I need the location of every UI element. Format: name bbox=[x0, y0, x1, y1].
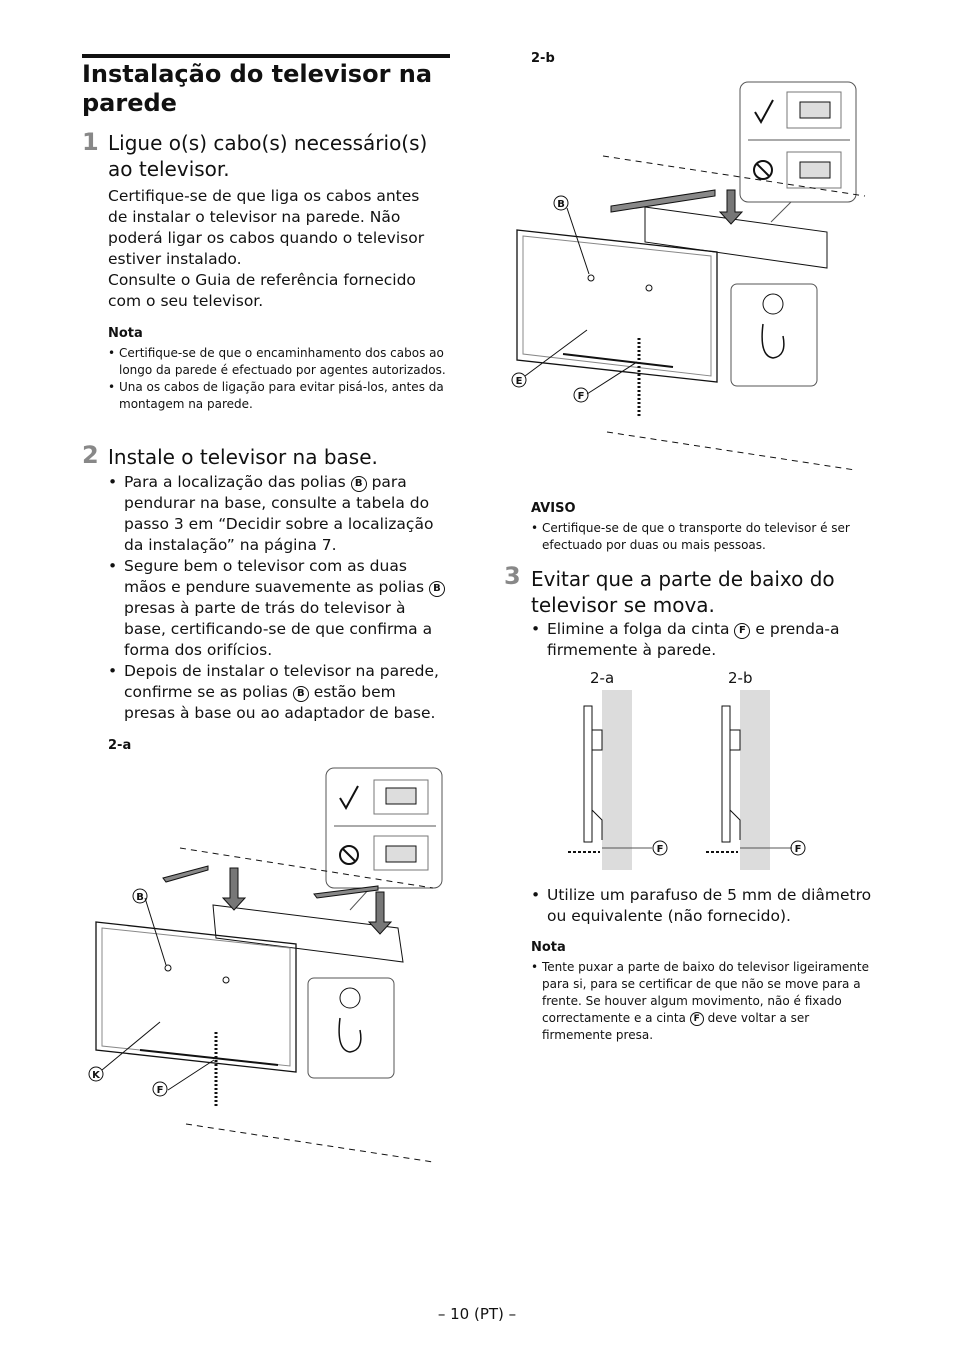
step-1-note-item: • Una os cabos de ligação para evitar pisá-los, antes da montagem na parede. bbox=[108, 379, 453, 413]
page-number: – 10 (PT) – bbox=[437, 1305, 517, 1323]
step-2-bullet bbox=[108, 661, 448, 724]
label-f-callout: F bbox=[690, 1012, 704, 1026]
side-view-label-f: F bbox=[794, 844, 802, 855]
step-1-note-list bbox=[108, 345, 453, 413]
label-b-callout: B bbox=[351, 476, 367, 492]
side-view-illustrations bbox=[560, 690, 820, 870]
step-2-list bbox=[108, 472, 448, 724]
step-1-body-line: de instalar o televisor na parede. Não bbox=[108, 208, 401, 226]
step-1-number: 1 bbox=[82, 128, 99, 156]
step-2-bullet-text: Segure bem o televisor com as duas mãos e pendure suavemente as polias bbox=[124, 557, 425, 596]
step-1-body-line: estiver instalado. bbox=[108, 250, 242, 268]
step-3-note-item bbox=[531, 959, 871, 1044]
step-3-note-text: Tente puxar a parte de baixo do televisor ligeiramente para si, para se certificar de que não se move para a frente. Se houver algum movimento, não é fixado correctamente e a cinta bbox=[542, 960, 869, 1025]
figure-2a-illustration bbox=[88, 760, 458, 1170]
label-b-callout: B bbox=[293, 686, 309, 702]
step-3-bullet-text: Elimine a folga da cinta bbox=[547, 620, 730, 638]
figure-2b-label-e: E bbox=[515, 376, 523, 387]
warning-title: AVISO bbox=[531, 501, 576, 516]
step-2-bullet-text: Para a localização das polias bbox=[124, 473, 346, 491]
step-2-bullet bbox=[108, 556, 448, 661]
side-view-label-a: 2-a bbox=[590, 669, 615, 687]
warning-item: • Certifique-se de que o transporte do televisor é ser efectuado por duas ou mais pessoas. bbox=[531, 520, 866, 554]
step-3-note-title: Nota bbox=[531, 940, 566, 955]
step-1-body bbox=[108, 186, 453, 312]
step-1-body-line: com o seu televisor. bbox=[108, 292, 264, 310]
figure-2a-label: 2-a bbox=[108, 738, 132, 753]
step-1-body-line: poderá ligar os cabos quando o televisor bbox=[108, 229, 425, 247]
side-view-label-b: 2-b bbox=[728, 669, 753, 687]
step-3-bullet: • Utilize um parafuso de 5 mm de diâmetro ou equivalente (não fornecido). bbox=[531, 885, 876, 927]
step-2-bullet-text: presas à parte de trás do televisor à base, certificando-se de que confirma a forma dos orifícios. bbox=[124, 599, 433, 659]
side-view-label-f: F bbox=[656, 844, 664, 855]
figure-2b-illustration bbox=[505, 72, 875, 482]
figure-2b-label-b: B bbox=[557, 199, 565, 210]
label-b-callout: B bbox=[429, 581, 445, 597]
warning-list bbox=[531, 520, 866, 554]
section-title: Instalação do televisor na parede bbox=[82, 60, 433, 117]
step-2-number: 2 bbox=[82, 441, 99, 469]
step-2-bullet-text: Depois de instalar o televisor na parede, confirme se as polias bbox=[124, 662, 439, 701]
figure-2b-label-f: F bbox=[577, 391, 585, 402]
step-3-bullet bbox=[531, 619, 871, 661]
step-1-body-line: Consulte o Guia de referência fornecido bbox=[108, 271, 416, 289]
step-3-list bbox=[531, 619, 871, 661]
step-1-note-title: Nota bbox=[108, 326, 143, 341]
step-1-note-item: • Certifique-se de que o encaminhamento dos cabos ao longo da parede é efectuado por agentes autorizados. bbox=[108, 345, 453, 379]
step-2-bullet-text: estão bem presas à base ou ao adaptador de base. bbox=[124, 683, 436, 722]
figure-2a-label-b: B bbox=[136, 892, 144, 903]
step-1-body-line: Certifique-se de que liga os cabos antes bbox=[108, 187, 420, 205]
label-f-callout: F bbox=[734, 623, 750, 639]
section-rule bbox=[82, 54, 450, 58]
step-2-bullet-text: para pendurar na base, consulte a tabela do passo 3 em “Decidir sobre a localização da instalação” na página 7. bbox=[124, 473, 434, 554]
figure-2b-label: 2-b bbox=[531, 51, 555, 66]
step-3-number: 3 bbox=[504, 562, 521, 590]
step-3-note-list bbox=[531, 959, 871, 1044]
step-3-list-2 bbox=[531, 885, 876, 927]
step-2-title: Instale o televisor na base. bbox=[108, 445, 378, 469]
step-1-title: Ligue o(s) cabo(s) necessário(s) ao televisor. bbox=[108, 131, 428, 181]
step-2-bullet bbox=[108, 472, 448, 556]
figure-2a-label-f: F bbox=[156, 1085, 164, 1096]
figure-2a-label-k: K bbox=[92, 1070, 100, 1081]
step-3-bullet-text: e prenda-a firmemente à parede. bbox=[547, 620, 840, 659]
step-3-note-text: deve voltar a ser firmemente presa. bbox=[542, 1011, 810, 1042]
step-3-title: Evitar que a parte de baixo do televisor se mova. bbox=[531, 567, 835, 617]
